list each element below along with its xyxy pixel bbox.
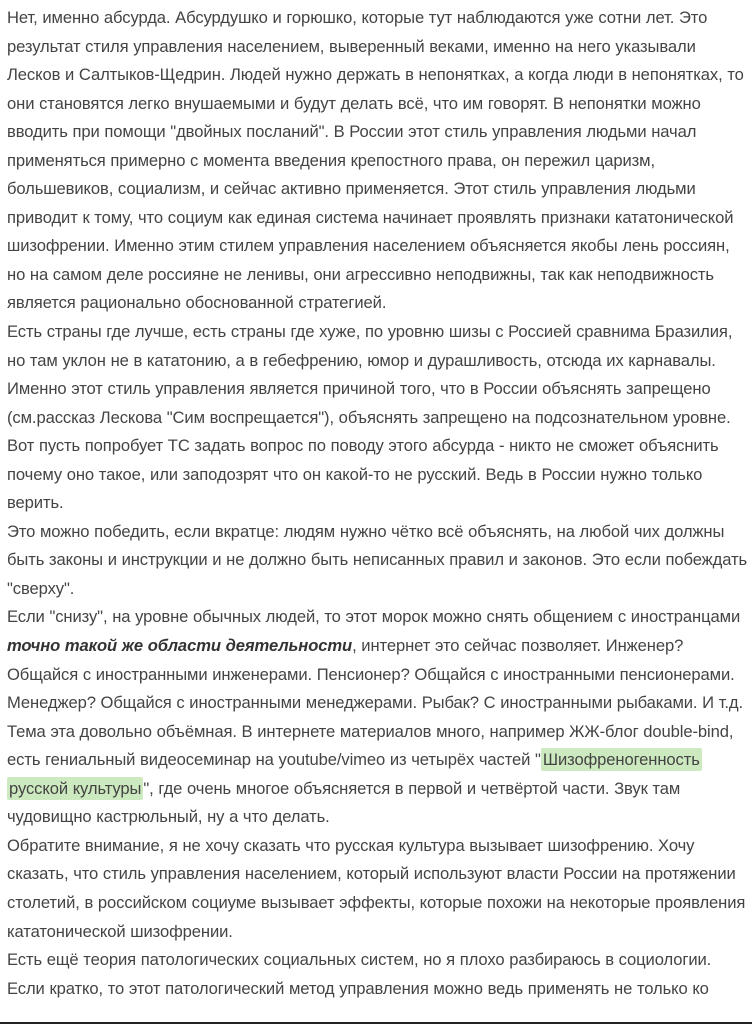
paragraph-4 xyxy=(7,603,752,717)
paragraph-3: Это можно победить, если вкратце: людям нужно чётко всё объяснять, на любой чих должны быть законы и инструкции и не должно быть неписанных правил и законов. Это если побеждать "сверху". xyxy=(7,521,748,598)
paragraph-4-text-before: Если "снизу", на уровне обычных людей, то этот морок можно снять общением с иностранцами xyxy=(7,607,741,627)
article-body xyxy=(7,4,752,1003)
paragraph-1: Нет, именно абсурда. Абсурдушко и горюшко, которые тут наблюдаются уже сотни лет. Это результат стиля управления населением, выверенный веками, именно на него указывали Лесков и Салтыков-Щедрин. Людей нужно держать в непонятках, а когда люди в непонятках, то они становятся легко внушаемыми и будут делать всё, что им говорят. В непонятки можно вводить при помощи "двойных посланий". В России этот стиль управления людьми начал применяться примерно с момента введения крепостного права, он пережил царизм, большевиков, социализм, и сейчас активно применяется. Этот стиль управления людьми приводит к тому, что социум как единая система начинает проявлять признаки кататонической шизофрении. Именно этим стилем управления населением объясняется якобы лень россиян, но на самом деле россияне не ленивы, они агрессивно неподвижны, так как неподвижность является рационально обоснованной стратегией. xyxy=(7,8,744,313)
paragraph-4-text-after: , интернет это сейчас позволяет. Инженер? Общайся с иностранными инженерами. Пенсионер? Общайся с иностранными пенсионерами. Менеджер? Общайся с иностранными менеджерами. Рыбак? С иностранными рыбаками. И т.д. xyxy=(7,636,743,713)
paragraph-5-text-before: Тема эта довольно объёмная. В интернете материалов много, например ЖЖ-блог double-bind, есть гениальный видеосеминар на youtube/vimeo из четырёх частей " xyxy=(7,721,734,770)
paragraph-2: Есть страны где лучше, есть страны где хуже, по уровню шизы с Россией сравнима Бразилия, но там уклон не в кататонию, а в гебефрению, юмор и дурашливость, отсюда их карнавалы. Именно этот стиль управления является причиной того, что в России объяснять запрещено (см.рассказ Лескова "Сим воспрещается"), объяснять запрещено на подсознательном уровне. Вот пусть попробует ТС задать вопрос по поводу этого абсурда - никто не сможет объяснить почему оно такое, или заподозрят что он какой-то не русский. Ведь в России нужно только верить. xyxy=(7,322,733,513)
paragraph-5 xyxy=(7,718,752,832)
highlighted-title[interactable]: Шизофреногенность русской культуры xyxy=(9,750,700,798)
paragraph-5-text-after: ", где очень многое объясняется в первой и четвёртой части. Звук там чудовищно кастрюльный, ну а что делать. xyxy=(7,778,681,827)
emphasis-text: точно такой же области деятельности xyxy=(7,636,353,656)
paragraph-6: Обратите внимание, я не хочу сказать что русская культура вызывает шизофрению. Хочу сказать, что стиль управления населением, который используют власти России на протяжении столетий, в российском социуме вызывает эффекты, которые похожи на некоторые проявления кататонической шизофрении. xyxy=(7,835,746,941)
paragraph-7: Есть ещё теория патологических социальных систем, но я плохо разбираюсь в социологии. Если кратко, то этот патологический метод управления можно ведь применять не только ко xyxy=(7,950,712,998)
